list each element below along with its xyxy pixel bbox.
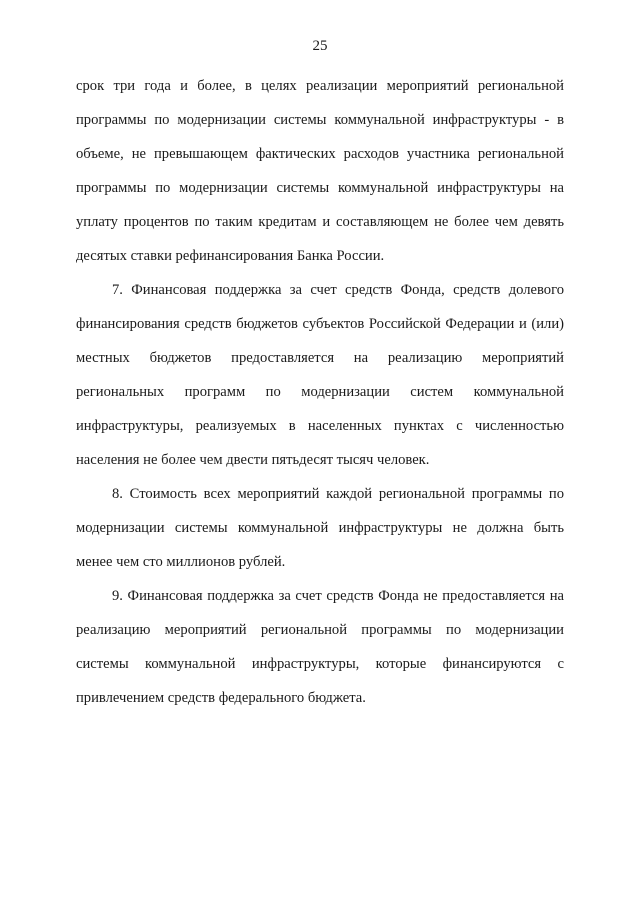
paragraph-item-9: 9. Финансовая поддержка за счет средств Фонда не предоставляется на реализацию мероприятий региональной программы по модернизации системы коммунальной инфраструктуры, которые финансируются с привлечением средств федерального бюджета. bbox=[76, 588, 564, 706]
page-number: 25 bbox=[312, 38, 328, 54]
paragraph-continuation: срок три года и более, в целях реализации мероприятий региональной программы по модернизации системы коммунальной инфраструктуры - в объеме, не превышающем фактических расходов участника региональной программы по модернизации системы коммунальной инфраструктуры на уплату процентов по таким кредитам и составляющем не более чем девять десятых ставки рефинансирования Банка России. bbox=[76, 78, 564, 264]
document-body bbox=[76, 69, 564, 715]
paragraph-item-7: 7. Финансовая поддержка за счет средств Фонда, средств долевого финансирования средств бюджетов субъектов Российской Федерации и (или) местных бюджетов предоставляется на реализацию мероприятий региональных программ по модернизации систем коммунальной инфраструктуры, реализуемых в населенных пунктах с численностью населения не более чем двести пятьдесят тысяч человек. bbox=[76, 282, 564, 468]
paragraph-item-8: 8. Стоимость всех мероприятий каждой региональной программы по модернизации системы коммунальной инфраструктуры не должна быть менее чем сто миллионов рублей. bbox=[76, 486, 564, 570]
